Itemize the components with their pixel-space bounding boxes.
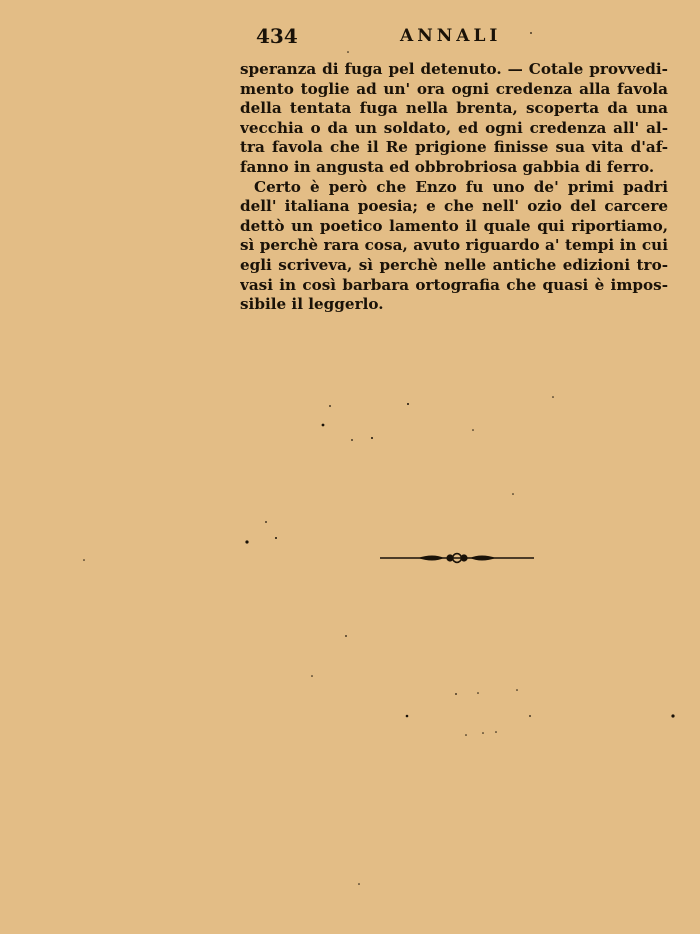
text-line: sì perchè rara cosa, avuto riguardo a' tempi in cui: [240, 236, 668, 255]
text-line: speranza di fuga pel detenuto. — Cotale provvedi-: [240, 60, 668, 78]
text-line: mento toglie ad un' ora ogni credenza alla favola: [240, 79, 668, 98]
text-line: sibile il leggerlo.: [240, 295, 384, 314]
text-line: egli scriveva, sì perchè nelle antiche edizioni tro-: [240, 255, 668, 274]
text-line: dettò un poetico lamento il quale qui riportiamo,: [240, 216, 668, 235]
text-line: tra favola che il Re prigione finisse sua vita d'af-: [240, 138, 668, 157]
text-line: della tentata fuga nella brenta, scoperta da una: [240, 99, 668, 118]
running-title: ANNALI: [400, 26, 502, 46]
page-number: 434: [256, 24, 298, 48]
text-line: fanno in angusta ed obbrobriosa gabbia di ferro.: [240, 157, 655, 176]
body-text: [240, 60, 668, 315]
text-line: vasi in così barbara ortografia che quasi è impos-: [240, 275, 668, 294]
printer-ornament-rule-icon: [378, 549, 536, 567]
text-line-paragraph-start: Certo è però che Enzo fu uno de' primi padri: [254, 177, 668, 196]
text-line: dell' italiana poesia; e che nell' ozio del carcere: [240, 197, 668, 216]
running-head: [240, 24, 668, 48]
text-line: vecchia o da un soldato, ed ogni credenza all' al-: [240, 118, 668, 137]
